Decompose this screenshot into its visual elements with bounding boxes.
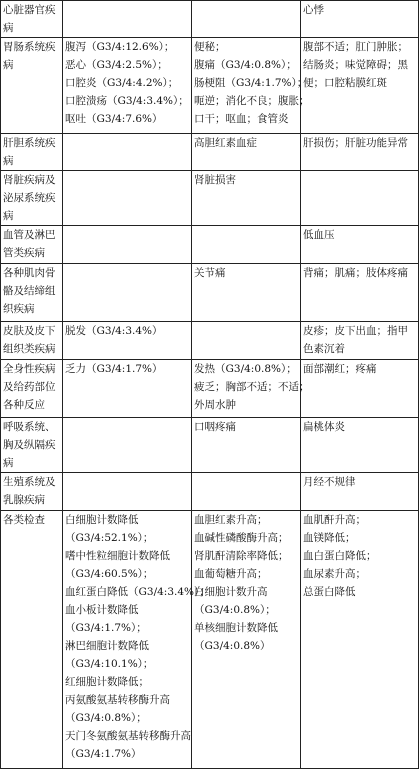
cell-line: （G3/4:52.1%）； — [65, 532, 154, 544]
cell-line: 总蛋白降低 — [303, 586, 356, 598]
frequent-cell — [63, 264, 192, 322]
cell-line: 疲乏；胸部不适；不适； — [194, 381, 310, 393]
cell-line: 肾脏损害 — [194, 174, 236, 186]
cell-line: 月经不规律 — [303, 476, 356, 488]
cell-line: 血白蛋白降低； — [303, 550, 377, 562]
category-cell: 生殖系统及乳腺疾病 — [1, 473, 63, 511]
frequent-cell — [63, 134, 192, 171]
cell-line: 腹痛（G3/4:0.8%）； — [194, 59, 297, 71]
cell-line: 低血压 — [303, 229, 335, 241]
cell-line: （G3/4:1.7%） — [65, 748, 142, 760]
common-cell — [192, 134, 301, 171]
cell-line: 血胆红素升高； — [194, 514, 268, 526]
cell-line: 背痛；肌痛；肢体疼痛 — [303, 267, 408, 279]
cell-line: 关节痛 — [194, 267, 226, 279]
frequent-cell — [63, 38, 192, 134]
cell-line: 发热（G3/4:0.8%）； — [194, 363, 297, 375]
table-row — [1, 226, 419, 264]
occasional-cell — [301, 134, 419, 171]
cell-line: 肾肌酐清除率降低； — [194, 550, 289, 562]
occasional-cell — [301, 473, 419, 511]
occasional-cell — [301, 322, 419, 360]
cell-line: 血葡萄糖升高； — [194, 568, 268, 580]
cell-line: 口咽疼痛 — [194, 421, 236, 433]
cell-line: 白细胞计数降低 — [65, 514, 139, 526]
category-cell: 各种肌肉骨骼及结缔组织疾病 — [1, 264, 63, 322]
cell-line: 淋巴细胞计数降低 — [65, 640, 149, 652]
common-cell — [192, 264, 301, 322]
cell-line: 扁桃体炎 — [303, 421, 345, 433]
frequent-cell — [63, 226, 192, 264]
cell-line: 心悸 — [303, 4, 324, 16]
cell-line: 腹泻（G3/4:12.6%）； — [65, 41, 175, 53]
occasional-cell — [301, 418, 419, 473]
category-cell: 血管及淋巴管类疾病 — [1, 226, 63, 264]
cell-line: 嗜中性粒细胞计数降低 — [65, 550, 170, 562]
category-cell: 呼吸系统、胸及纵隔疾病 — [1, 418, 63, 473]
cell-line: 白细胞计数升高 — [194, 586, 268, 598]
cell-line: 面部潮红；疼痛 — [303, 363, 377, 375]
cell-line: 血镁降低； — [303, 532, 356, 544]
common-cell — [192, 226, 301, 264]
table-row — [1, 418, 419, 473]
cell-line: 呃逆；消化不良；腹胀； — [194, 95, 310, 107]
cell-line: 腹部不适；肛门肿胀；结肠炎；味觉障碍；黑便；口腔粘膜红斑 — [303, 41, 408, 89]
cell-line: 外周水肿 — [194, 399, 236, 411]
table-row — [1, 264, 419, 322]
category-cell: 各类检查 — [1, 511, 63, 769]
cell-line: 血肌酐升高； — [303, 514, 366, 526]
cell-line: 高胆红素血症 — [194, 137, 257, 149]
cell-line: 乏力（G3/4:1.7%） — [65, 363, 163, 375]
frequent-cell — [63, 322, 192, 360]
cell-line: （G3/4:1.7%）； — [65, 622, 147, 634]
frequent-cell — [63, 511, 210, 769]
category-cell: 皮肤及皮下组织类疾病 — [1, 322, 63, 360]
table-row — [1, 473, 419, 511]
cell-line: 红细胞计数降低； — [65, 676, 149, 688]
frequent-cell — [63, 360, 192, 418]
table-row — [1, 171, 419, 226]
cell-line: 脱发（G3/4:3.4%） — [65, 325, 163, 337]
cell-line: 口腔溃疡（G3/4:3.4%）； — [65, 95, 189, 107]
cell-line: （G3/4:0.8%）； — [65, 712, 147, 724]
cell-line: （G3/4:0.8%） — [194, 640, 271, 652]
occasional-cell — [301, 38, 419, 134]
cell-line: 丙氨酸氨基转移酶升高 — [65, 694, 170, 706]
table-row — [1, 322, 419, 360]
common-cell — [192, 360, 310, 418]
occasional-cell — [301, 511, 419, 769]
common-cell — [192, 38, 310, 134]
common-cell — [192, 418, 301, 473]
cell-line: 血尿素升高； — [303, 568, 366, 580]
category-cell: 肝胆系统疾病 — [1, 134, 63, 171]
common-cell — [192, 473, 301, 511]
frequent-cell — [63, 1, 192, 38]
occasional-cell — [301, 360, 419, 418]
occasional-cell — [301, 264, 419, 322]
table-row — [1, 511, 419, 769]
category-cell: 肾脏疾病及泌尿系统疾病 — [1, 171, 63, 226]
cell-line: 便秘； — [194, 41, 226, 53]
cell-line: 口干；呕血；食管炎 — [194, 113, 289, 125]
category-cell: 心脏器官疾病 — [1, 1, 63, 38]
cell-line: （G3/4:10.1%）； — [65, 658, 154, 670]
occasional-cell — [301, 1, 419, 38]
table-body — [1, 1, 419, 769]
cell-line: （G3/4:0.8%）； — [194, 604, 276, 616]
cell-line: 血红蛋白降低（G3/4:3.4%）； — [65, 586, 210, 598]
table-row — [1, 360, 419, 418]
frequent-cell — [63, 171, 192, 226]
common-cell — [192, 171, 301, 226]
table-row — [1, 1, 419, 38]
common-cell — [192, 322, 301, 360]
common-cell — [192, 511, 301, 769]
cell-line: 呕吐（G3/4:7.6%） — [65, 113, 163, 125]
table-row — [1, 38, 419, 134]
cell-line: 单核细胞计数降低 — [194, 622, 278, 634]
cell-line: （G3/4:60.5%）； — [65, 568, 154, 580]
table-row — [1, 134, 419, 171]
common-cell — [192, 1, 301, 38]
cell-line: 口腔炎（G3/4:4.2%）； — [65, 77, 179, 89]
occasional-cell — [301, 171, 419, 226]
category-cell: 胃肠系统疾病 — [1, 38, 63, 134]
cell-line: 天门冬氨酸氨基转移酶升高 — [65, 730, 191, 742]
cell-line: 肠梗阻（G3/4:1.7%）； — [194, 77, 308, 89]
frequent-cell — [63, 418, 192, 473]
cell-line: 肝损伤；肝脏功能异常 — [303, 137, 408, 149]
occasional-cell — [301, 226, 419, 264]
cell-line: 血小板计数降低 — [65, 604, 139, 616]
cell-line: 皮疹；皮下出血；指甲色素沉着 — [303, 325, 408, 355]
category-cell: 全身性疾病及给药部位各种反应 — [1, 360, 63, 418]
cell-line: 血碱性磷酸酶升高； — [194, 532, 289, 544]
frequent-cell — [63, 473, 192, 511]
cell-line: 恶心（G3/4:2.5%）； — [65, 59, 168, 71]
